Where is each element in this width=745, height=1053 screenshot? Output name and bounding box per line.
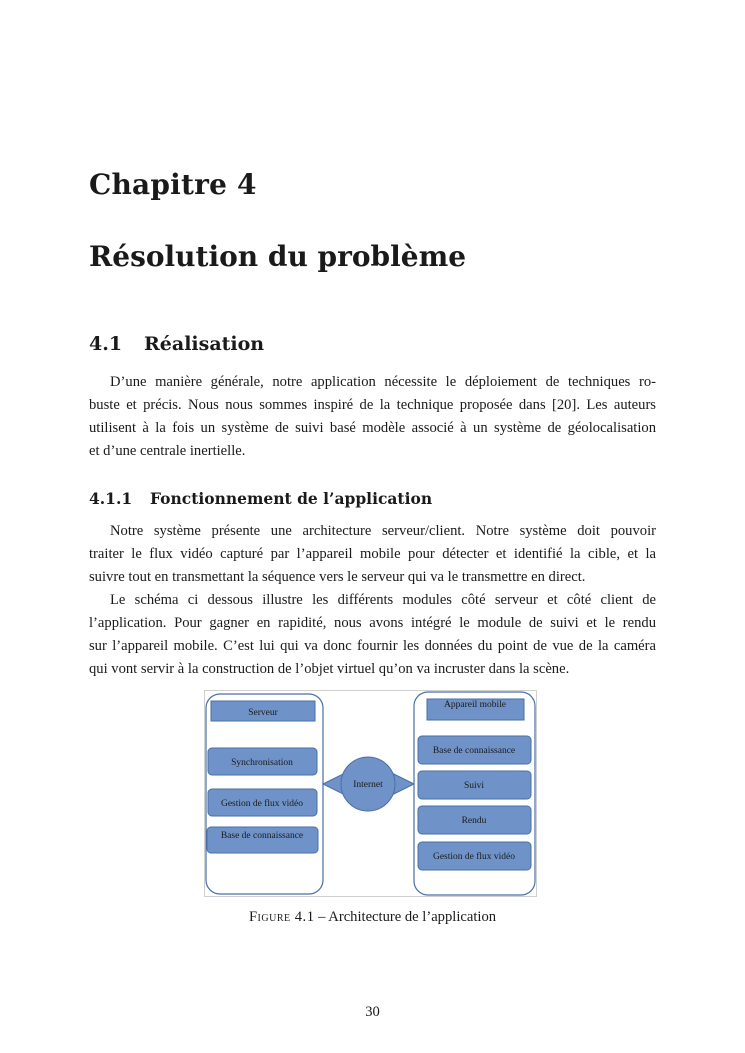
page-number: 30 (365, 1004, 380, 1020)
paragraph-line: et d’une centrale inertielle. (89, 443, 246, 459)
paragraph-line: qui vont servir à la construction de l’objet virtuel qu’on va incruster dans la scène. (89, 661, 570, 677)
architecture-diagram (204, 690, 537, 897)
paragraph-line: D’une manière générale, notre application nécessite le déploiement de techniques ro- (110, 374, 656, 390)
figure-caption (0, 909, 745, 926)
section-title: Réalisation (144, 333, 265, 355)
subsection-number: 4.1.1 (89, 489, 133, 508)
section-heading (89, 333, 264, 355)
paragraph-line: utilisent à la fois un système de suivi basé modèle associé à un système de géolocalisation (89, 420, 656, 436)
client-module-tracking: Suivi (463, 781, 485, 791)
chapter-label: Chapitre 4 (89, 168, 257, 201)
server-module-knowledge-base: Base de connaissance (220, 831, 304, 841)
subsection-heading (89, 489, 432, 508)
paragraph-line: traiter le flux vidéo capturé par l’appareil mobile pour détecter et identifié la cible, et la (89, 546, 656, 562)
client-module-video-stream: Gestion de flux vidéo (432, 852, 516, 862)
architecture-figure (204, 690, 537, 897)
server-module-synchronisation: Synchronisation (231, 758, 293, 768)
paragraph-architecture (89, 520, 656, 589)
client-title: Appareil mobile (444, 700, 506, 710)
paragraph-line: buste et précis. Nous nous sommes inspiré de la technique proposée dans [20]. Les auteurs (89, 397, 656, 413)
paragraph-line: l’application. Pour gagner en rapidité, nous avons intégré le module de suivi et le rendu (89, 615, 656, 631)
paragraph-schema (89, 589, 656, 681)
paragraph-line: suivre tout en transmettant la séquence vers le serveur qui va le transmettre en direct. (89, 569, 586, 585)
paragraph-line: sur l’appareil mobile. C’est lui qui va donc fournir les données du point de vue de la caméra (89, 638, 656, 654)
client-module-knowledge-base: Base de connaissance (432, 746, 516, 756)
section-number: 4.1 (89, 333, 123, 355)
paragraph-line: Notre système présente une architecture serveur/client. Notre système doit pouvoir (110, 523, 656, 539)
client-module-rendering: Rendu (461, 816, 487, 826)
chapter-title: Résolution du problème (89, 240, 467, 273)
caption-separator: – (318, 909, 326, 925)
paragraph-line: Le schéma ci dessous illustre les différents modules côté serveur et côté client de (110, 592, 656, 608)
server-title: Serveur (248, 708, 278, 718)
caption-text: Architecture de l’application (328, 909, 497, 925)
subsection-title: Fonctionnement de l’application (150, 489, 433, 508)
paragraph-intro (89, 371, 656, 463)
figure-label: Figure 4.1 (248, 909, 315, 925)
server-module-video-stream: Gestion de flux vidéo (220, 799, 304, 809)
internet-label: Internet (353, 780, 383, 790)
